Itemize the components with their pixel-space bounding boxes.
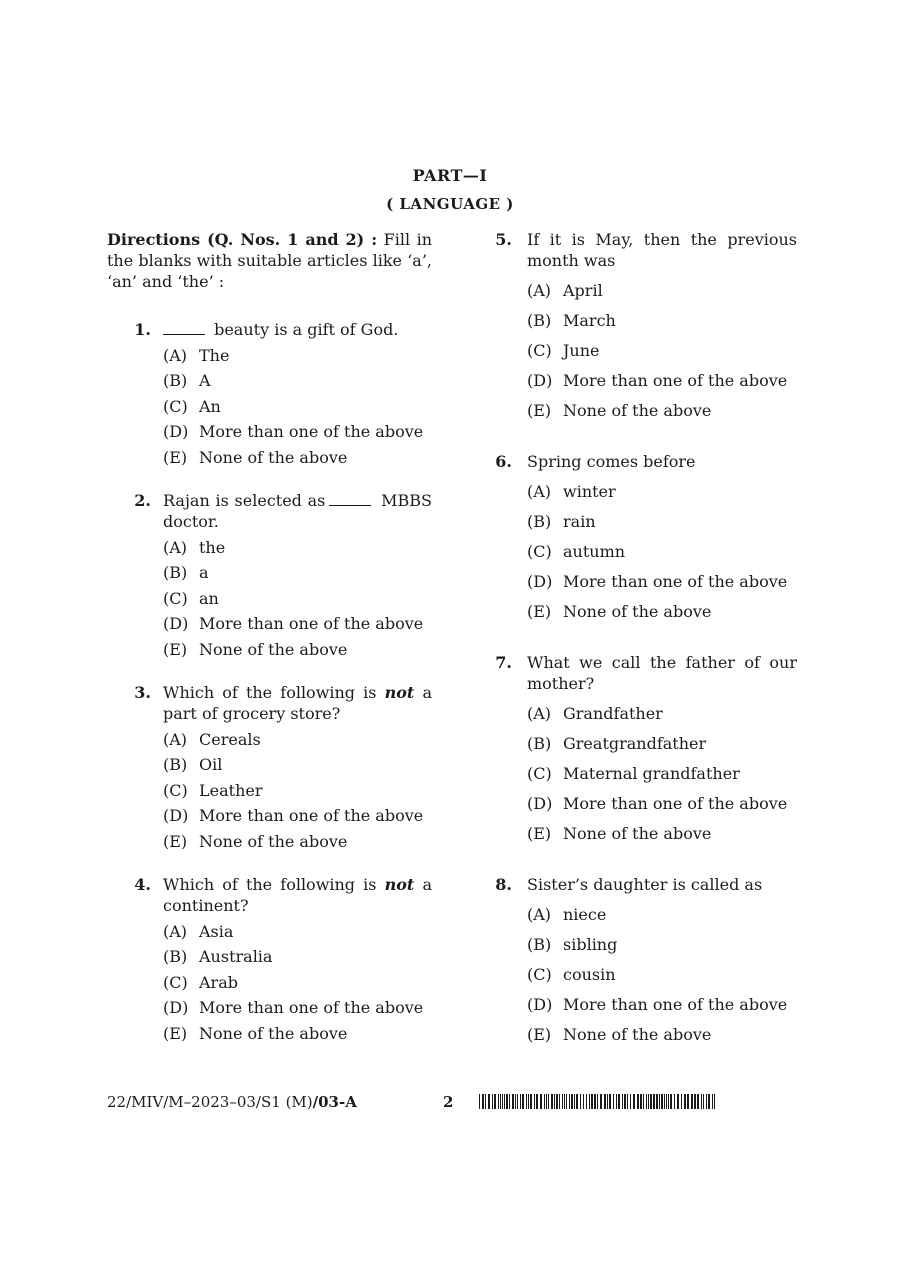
option-e[interactable]: (E) None of the above — [527, 1025, 712, 1044]
option-b[interactable]: (B) rain — [527, 512, 596, 531]
question-number: 5. — [495, 230, 512, 249]
answer-blank — [329, 491, 371, 506]
option-b[interactable]: (B) a — [163, 563, 209, 583]
question-number: 8. — [495, 875, 512, 894]
option-a[interactable]: (A) winter — [527, 482, 616, 501]
booklet-code: 22/MIV/M–2023–03/S1 (M)/03-A — [107, 1093, 357, 1111]
option-a[interactable]: (A) niece — [527, 905, 607, 924]
barcode-icon — [479, 1094, 715, 1109]
question-stem: Rajan is selected as MBBS doctor. — [163, 490, 432, 531]
option-c[interactable]: (C) June — [527, 341, 600, 360]
option-e[interactable]: (E) None of the above — [163, 639, 348, 659]
question-stem: Which of the following is not a part of grocery store? — [163, 682, 432, 723]
option-c[interactable]: (C) an — [163, 588, 219, 608]
section-subtitle: ( LANGUAGE ) — [386, 195, 514, 213]
question-8 — [492, 874, 797, 1045]
question-stem: Which of the following is not a continent? — [163, 874, 432, 915]
option-a[interactable]: (A) Cereals — [163, 729, 261, 749]
question-stem: Spring comes before — [527, 452, 696, 471]
question-stem: beauty is a gift of God. — [163, 319, 432, 340]
question-7 — [492, 652, 797, 844]
option-d[interactable]: (D) More than one of the above — [163, 614, 424, 634]
answer-blank — [163, 320, 205, 335]
question-number: 7. — [495, 653, 512, 672]
option-c[interactable]: (C) Leather — [163, 780, 263, 800]
booklet-series: /03-A — [312, 1093, 357, 1111]
emphasis-not: not — [384, 682, 415, 702]
option-d[interactable]: (D) More than one of the above — [163, 998, 424, 1018]
option-b[interactable]: (B) Australia — [163, 947, 273, 967]
emphasis-not: not — [384, 874, 415, 894]
option-e[interactable]: (E) None of the above — [163, 831, 348, 851]
option-c[interactable]: (C) cousin — [527, 965, 616, 984]
option-d[interactable]: (D) More than one of the above — [527, 572, 788, 591]
question-5 — [492, 229, 797, 421]
option-a[interactable]: (A) Asia — [163, 921, 234, 941]
directions-label: Directions (Q. Nos. 1 and 2) : — [107, 230, 378, 249]
option-d[interactable]: (D) More than one of the above — [163, 806, 424, 826]
right-column — [492, 229, 797, 1075]
option-d[interactable]: (D) More than one of the above — [527, 995, 788, 1014]
option-e[interactable]: (E) None of the above — [163, 1023, 348, 1043]
option-b[interactable]: (B) Oil — [163, 755, 223, 775]
option-e[interactable]: (E) None of the above — [527, 824, 712, 843]
directions — [107, 229, 432, 292]
option-d[interactable]: (D) More than one of the above — [163, 422, 424, 442]
option-b[interactable]: (B) March — [527, 311, 616, 330]
option-a[interactable]: (A) The — [163, 345, 230, 365]
question-stem: Sister’s daughter is called as — [527, 875, 763, 894]
question-number: 2. — [134, 490, 151, 510]
question-6 — [492, 451, 797, 622]
option-a[interactable]: (A) Grandfather — [527, 704, 663, 723]
question-stem: If it is May, then the previous month was — [527, 230, 797, 270]
option-d[interactable]: (D) More than one of the above — [527, 794, 788, 813]
option-c[interactable]: (C) Maternal grandfather — [527, 764, 740, 783]
question-stem: What we call the father of our mother? — [527, 653, 797, 693]
question-1 — [107, 319, 432, 468]
page-title: PART—I — [412, 166, 488, 185]
left-column — [107, 229, 432, 1066]
option-c[interactable]: (C) Arab — [163, 972, 238, 992]
option-c[interactable]: (C) An — [163, 396, 221, 416]
option-d[interactable]: (D) More than one of the above — [527, 371, 788, 390]
question-3 — [107, 682, 432, 852]
option-a[interactable]: (A) April — [527, 281, 603, 300]
option-e[interactable]: (E) None of the above — [163, 447, 348, 467]
question-number: 6. — [495, 452, 512, 471]
page-number: 2 — [443, 1093, 454, 1111]
question-4 — [107, 874, 432, 1044]
question-number: 4. — [134, 874, 151, 894]
option-e[interactable]: (E) None of the above — [527, 401, 712, 420]
option-b[interactable]: (B) Greatgrandfather — [527, 734, 707, 753]
directions-text: Fill in the blanks with suitable articles like ‘a’, ‘an’ and ‘the’ : — [107, 230, 433, 291]
question-number: 1. — [134, 320, 151, 339]
question-number: 3. — [134, 682, 151, 702]
question-2 — [107, 490, 432, 660]
option-a[interactable]: (A) the — [163, 537, 226, 557]
option-e[interactable]: (E) None of the above — [527, 602, 712, 621]
option-b[interactable]: (B) sibling — [527, 935, 618, 954]
option-b[interactable]: (B) A — [163, 371, 211, 391]
option-c[interactable]: (C) autumn — [527, 542, 626, 561]
